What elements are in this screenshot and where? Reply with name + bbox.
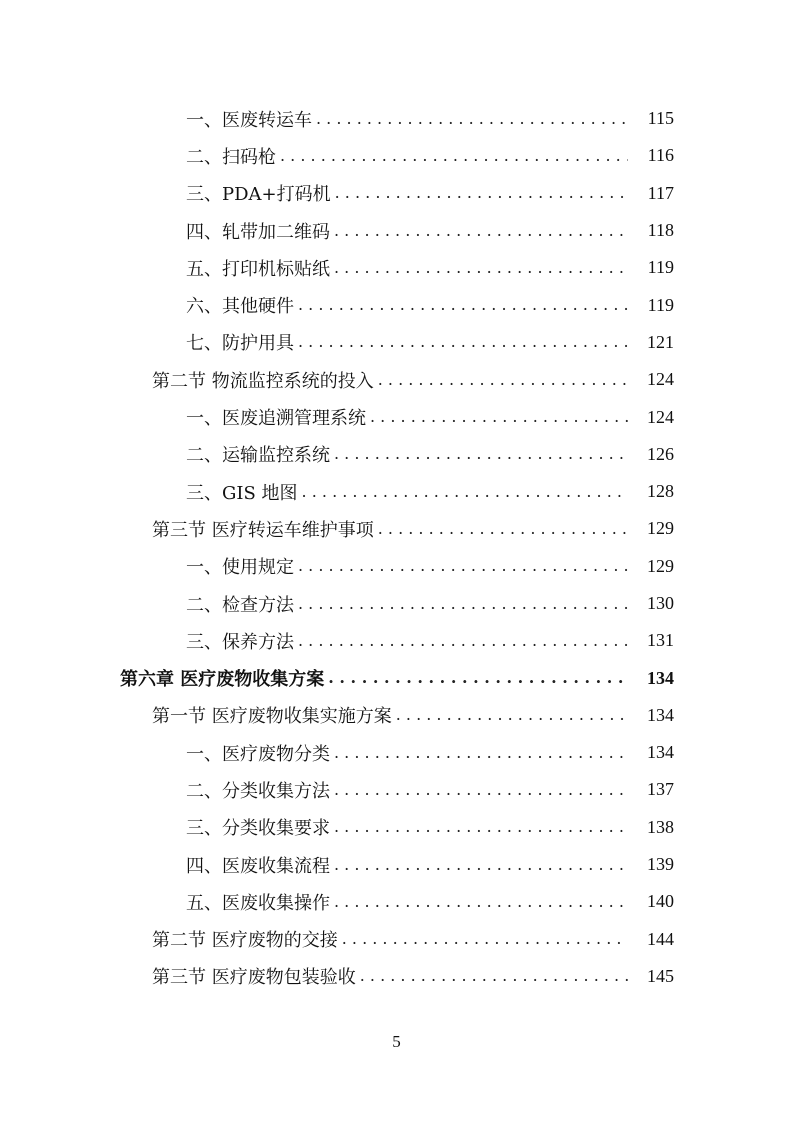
toc-entry-page: 129 — [647, 518, 674, 539]
toc-leader-dots — [342, 930, 628, 948]
toc-leader-dots — [280, 147, 628, 165]
toc-entry-title: 三、GIS 地图 — [186, 482, 298, 504]
toc-entry-page: 130 — [647, 593, 674, 613]
toc-section-entry[interactable] — [0, 697, 793, 734]
toc-leader-dots — [302, 483, 628, 501]
toc-entry-title: 一、医疗废物分类 — [186, 743, 330, 765]
toc-entry-page: 129 — [647, 555, 674, 576]
toc-entry-title: 四、轧带加二维码 — [186, 221, 330, 243]
toc-entry-title: 二、分类收集方法 — [186, 780, 330, 802]
toc-entry-page: 140 — [647, 891, 674, 912]
toc-leader-dots — [334, 222, 628, 240]
toc-entry-page: 128 — [647, 481, 674, 502]
toc-entry[interactable] — [0, 212, 793, 249]
toc-entry-title: 三、PDA+打码机 — [186, 184, 331, 206]
toc-entry[interactable] — [0, 809, 793, 846]
toc-leader-dots — [360, 967, 628, 985]
toc-leader-dots — [298, 296, 628, 314]
toc-chapter-entry[interactable] — [0, 659, 793, 696]
toc-leader-dots — [298, 595, 628, 613]
toc-entry-page: 131 — [647, 630, 674, 651]
toc-entry[interactable] — [0, 436, 793, 473]
toc-entry-page: 118 — [647, 220, 674, 241]
page-number: 5 — [392, 1032, 401, 1051]
toc-entry-page: 144 — [647, 928, 674, 949]
toc-entry[interactable] — [0, 883, 793, 920]
toc-entry-title: 三、保养方法 — [186, 631, 294, 653]
toc-leader-dots — [370, 408, 628, 426]
toc-leader-dots — [298, 557, 628, 575]
toc-entry[interactable] — [0, 473, 793, 510]
toc-entry-page: 137 — [647, 779, 674, 800]
toc-leader-dots — [334, 259, 628, 277]
toc-section-entry[interactable] — [0, 361, 793, 398]
toc-entry[interactable] — [0, 622, 793, 659]
toc-entry[interactable] — [0, 585, 793, 622]
toc-entry-title: 第二节 医疗废物的交接 — [152, 930, 338, 952]
toc-leader-dots — [396, 706, 628, 724]
toc-entry[interactable] — [0, 548, 793, 585]
toc-entry-page: 124 — [647, 369, 674, 390]
toc-entry[interactable] — [0, 175, 793, 212]
toc-entry-title: 二、运输监控系统 — [186, 445, 330, 467]
toc-leader-dots — [334, 445, 628, 463]
toc-entry-title: 一、医废追溯管理系统 — [186, 408, 366, 430]
toc-entry-page: 124 — [647, 406, 674, 427]
toc-entry-page: 116 — [647, 145, 674, 166]
toc-leader-dots — [334, 893, 628, 911]
toc-leader-dots — [328, 669, 628, 687]
toc-entry-title: 五、打印机标贴纸 — [186, 258, 330, 280]
table-of-contents — [0, 100, 793, 995]
toc-entry-page: 145 — [647, 965, 674, 986]
toc-entry[interactable] — [0, 398, 793, 435]
toc-leader-dots — [334, 781, 628, 799]
toc-entry-page: 119 — [647, 257, 674, 278]
toc-leader-dots — [335, 184, 628, 202]
toc-entry-page: 126 — [647, 443, 674, 464]
toc-entry[interactable] — [0, 771, 793, 808]
toc-entry-page: 134 — [647, 704, 674, 725]
toc-entry-title: 二、检查方法 — [186, 594, 294, 616]
toc-leader-dots — [378, 520, 628, 538]
toc-section-entry[interactable] — [0, 958, 793, 995]
toc-leader-dots — [334, 744, 628, 762]
toc-entry-title: 四、医废收集流程 — [186, 855, 330, 877]
toc-section-entry[interactable] — [0, 510, 793, 547]
toc-entry[interactable] — [0, 100, 793, 137]
toc-entry[interactable] — [0, 137, 793, 174]
toc-entry-page: 138 — [647, 816, 674, 837]
toc-leader-dots — [334, 818, 628, 836]
toc-entry-page: 134 — [647, 667, 674, 688]
toc-entry-title: 第三节 医疗转运车维护事项 — [152, 519, 374, 541]
toc-entry-page: 139 — [647, 854, 674, 875]
toc-entry-title: 六、其他硬件 — [186, 296, 294, 318]
toc-entry-page: 134 — [647, 742, 674, 763]
toc-leader-dots — [298, 333, 628, 351]
toc-entry-title: 一、医废转运车 — [186, 109, 312, 131]
toc-entry[interactable] — [0, 846, 793, 883]
toc-entry-title: 一、使用规定 — [186, 557, 294, 579]
toc-entry-title: 第二节 物流监控系统的投入 — [152, 370, 374, 392]
toc-entry-page: 117 — [647, 182, 674, 203]
toc-entry[interactable] — [0, 286, 793, 323]
toc-leader-dots — [378, 371, 628, 389]
toc-entry-title: 三、分类收集要求 — [186, 818, 330, 840]
toc-entry[interactable] — [0, 734, 793, 771]
toc-entry-title: 第三节 医疗废物包装验收 — [152, 967, 356, 989]
toc-section-entry[interactable] — [0, 921, 793, 958]
toc-entry-title: 七、防护用具 — [186, 333, 294, 355]
toc-entry-title: 第一节 医疗废物收集实施方案 — [152, 706, 392, 728]
toc-entry-page: 115 — [647, 108, 674, 129]
toc-entry-title: 五、医废收集操作 — [186, 892, 330, 914]
toc-leader-dots — [334, 856, 628, 874]
toc-entry-title: 第六章 医疗废物收集方案 — [120, 669, 325, 691]
toc-entry[interactable] — [0, 249, 793, 286]
toc-entry-title: 二、扫码枪 — [186, 146, 276, 168]
toc-entry-page: 119 — [647, 294, 674, 315]
toc-entry[interactable] — [0, 324, 793, 361]
toc-leader-dots — [316, 110, 628, 128]
toc-entry-page: 121 — [647, 331, 674, 352]
toc-leader-dots — [298, 632, 628, 650]
